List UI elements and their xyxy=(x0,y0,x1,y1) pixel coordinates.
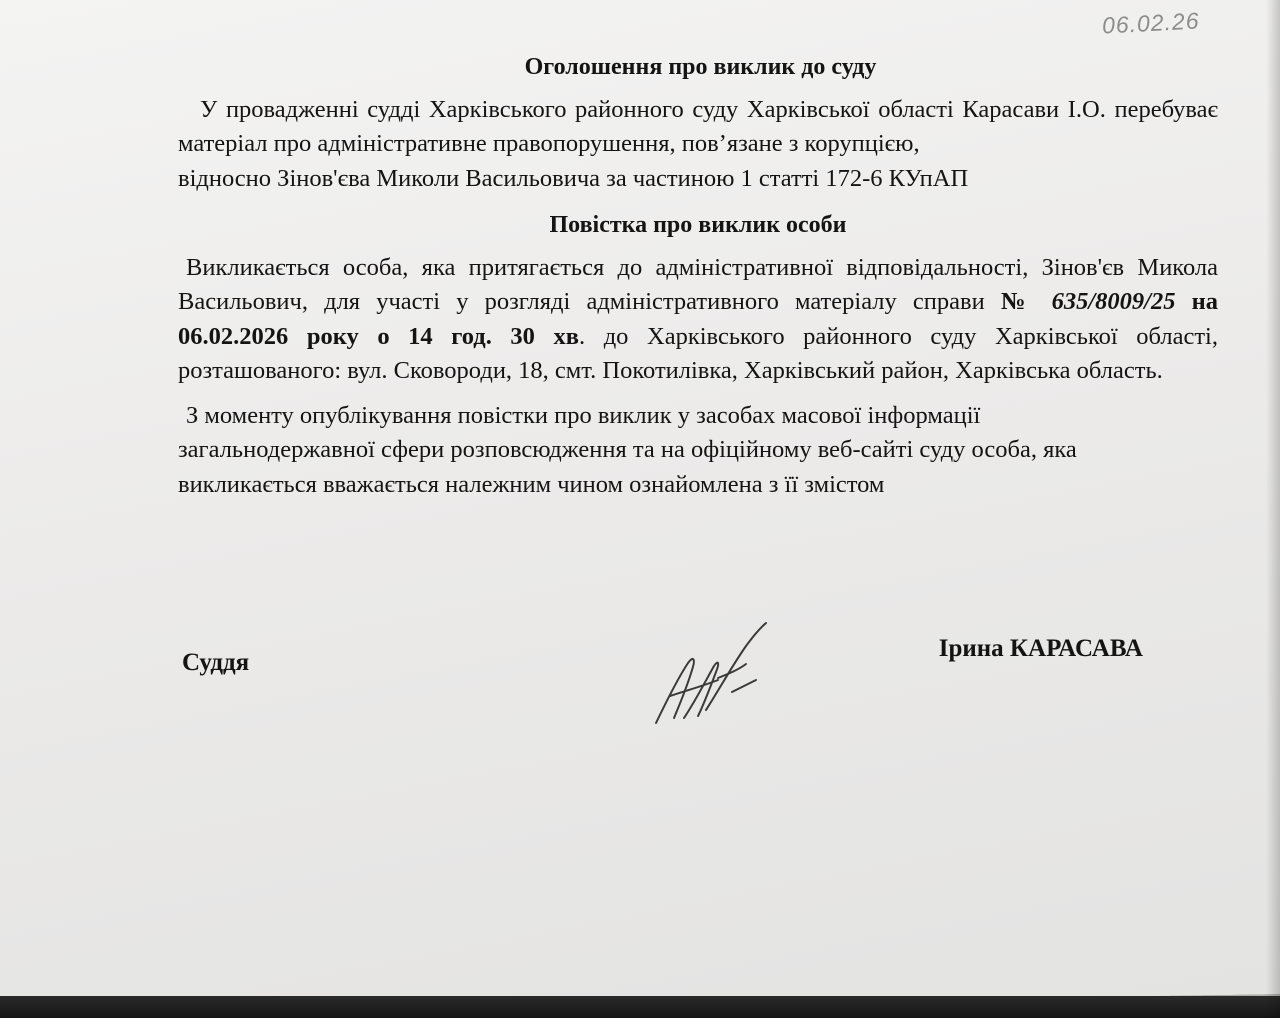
summons-paragraph xyxy=(178,251,1218,389)
case-number: 635/8009/25 xyxy=(1051,288,1176,315)
signer-name: Ірина КАРАСАВА xyxy=(938,635,1143,662)
handwritten-date: 06.02.26 xyxy=(1101,7,1201,39)
summons-text-part-2: . до Харківського районного суду Харківської області, розташованого: вул. Сковороди, 18, смт. Покотилівка, Харківський район, Харківська область. xyxy=(178,322,1218,384)
case-number-sign: № xyxy=(1000,288,1036,315)
summons-title: Повістка про виклик особи xyxy=(549,212,847,238)
table-edge xyxy=(0,996,1280,1018)
notice-line-3: викликається вважається належним чином ознайомлена з її змістом xyxy=(178,470,885,498)
intro-paragraph xyxy=(178,93,1218,197)
intro-line-2: перебуває матеріал про адміністративне правопорушення, пов’язане з корупцією, xyxy=(178,95,1219,157)
handwritten-signature xyxy=(648,618,778,738)
intro-line-1: У провадженні судді Харківського районного суду Харківської області Карасави І.О. xyxy=(200,95,1106,123)
signature-block xyxy=(178,635,1218,760)
notice-line-1: З моменту опублікування повістки про виклик у засобах масової інформації xyxy=(186,401,981,429)
signer-role: Суддя xyxy=(182,649,250,676)
notice-paragraph xyxy=(178,399,1218,503)
intro-line-3: відносно Зінов'єва Миколи Васильовича за частиною 1 статті 172-6 КУпАП xyxy=(178,164,969,192)
notice-line-2: загальнодержавної сфери розповсюдження та на офіційному веб-сайті суду особа, яка xyxy=(178,436,1077,463)
summons-text-part-1: Викликається особа, яка притягається до адміністративної відповідальності, Зінов'єв Микола Васильович, для участі у розгляді адміністративного матеріалу справи xyxy=(178,253,1218,315)
hearing-date-time: на 06.02.2026 року о 14 год. 30 хв xyxy=(178,288,1219,350)
document-body xyxy=(178,50,1219,676)
document-title: Оголошення про виклик до суду xyxy=(524,54,877,80)
